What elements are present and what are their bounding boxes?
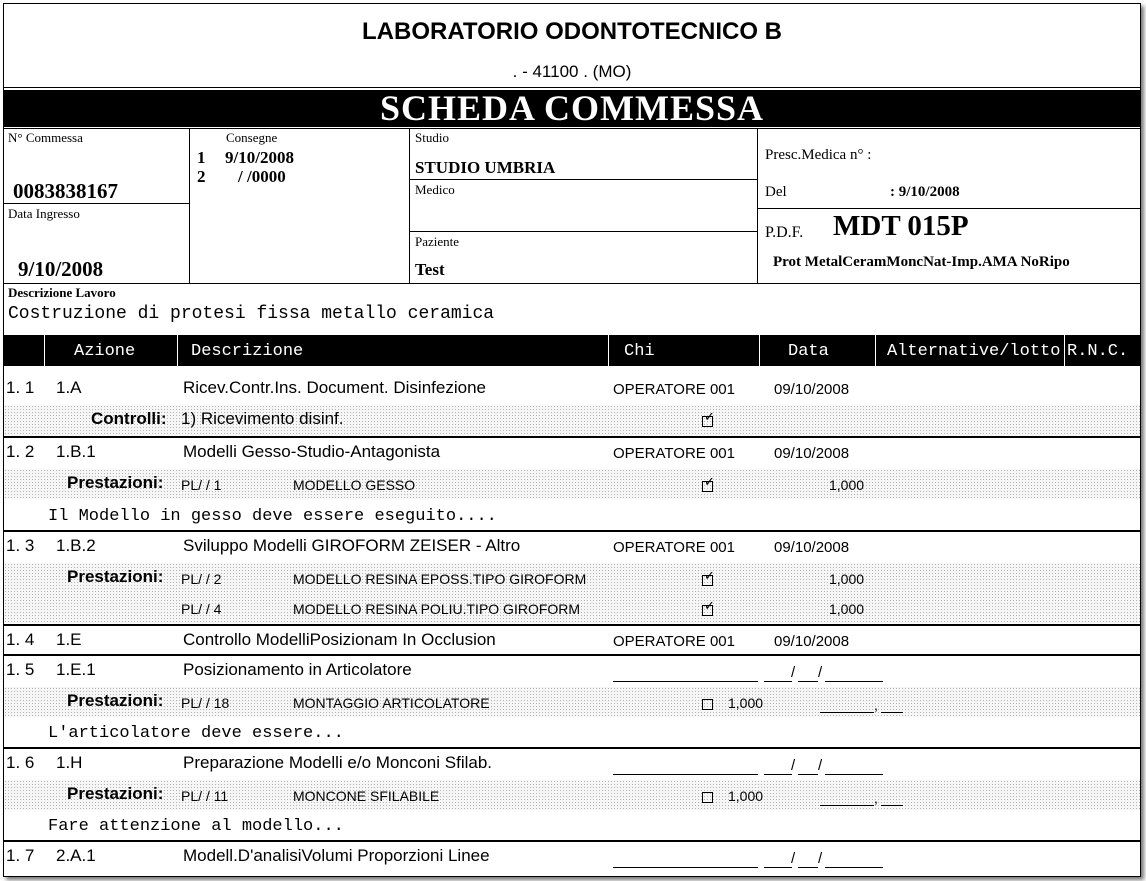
row-2-prest-label: Prestazioni: (67, 473, 164, 492)
lot-blank-decimals (881, 805, 903, 806)
row-2-prest-name: MODELLO GESSO (293, 477, 416, 493)
col-nc: R.N.C. (1067, 342, 1129, 361)
date-blank-month (798, 681, 818, 682)
row-5-num: 1. 5 (6, 660, 35, 679)
commessa-value: 0083838167 (13, 179, 118, 203)
col-descrizione: Descrizione (191, 342, 304, 361)
row-5-prest-code: PL/ / 18 (181, 695, 230, 711)
row-7-desc: Modell.D'analisiVolumi Proporzioni Linee (183, 846, 490, 865)
presc-label: Presc.Medica n° : (765, 147, 872, 163)
row-6-prest-qty: 1,000 (728, 788, 764, 804)
row-3-prest-2-qty: 1,000 (829, 601, 865, 617)
divider (189, 128, 190, 283)
chi-blank-line (613, 681, 758, 682)
commessa-label: N° Commessa (8, 130, 83, 145)
lab-address: . - 41100 . (MO) (512, 62, 632, 81)
row-2-chi: OPERATORE 001 (613, 445, 735, 462)
row-6-code: 1.H (56, 753, 83, 772)
row-7-num: 1. 7 (6, 846, 35, 865)
row-3-prest-1-code: PL/ / 2 (181, 571, 222, 587)
row-4-date: 09/10/2008 (774, 633, 850, 650)
row-4-chi: OPERATORE 001 (613, 633, 735, 650)
date-blank-month (798, 774, 818, 775)
row-5-desc: Posizionamento in Articolatore (183, 660, 412, 679)
row-3-chi: OPERATORE 001 (613, 539, 735, 556)
divider (44, 335, 45, 366)
chi-blank-line (613, 867, 758, 868)
row-1-ctrl-text: 1) Ricevimento disinf. (181, 409, 344, 428)
row-5-note: L'articolatore deve essere... (48, 724, 344, 743)
row-5-prest-qty: 1,000 (728, 695, 764, 711)
controlli-band (4, 405, 1140, 436)
paziente-value: Test (415, 260, 445, 279)
checkbox-checked-icon[interactable]: ✓ (704, 569, 715, 584)
chi-blank-line (613, 774, 758, 775)
row-5-code: 1.E.1 (56, 660, 96, 679)
date-separator: / (818, 850, 823, 867)
studio-label: Studio (415, 130, 449, 145)
checkbox-empty-icon[interactable] (702, 699, 713, 710)
row-separator (4, 840, 1140, 842)
row-2-date: 09/10/2008 (774, 445, 850, 462)
date-separator: / (818, 757, 823, 774)
checkbox-checked-icon[interactable]: ✓ (704, 410, 715, 425)
date-blank-year (825, 867, 883, 868)
studio-value: STUDIO UMBRIA (415, 158, 556, 177)
consegna-2-date: / /0000 (238, 167, 286, 186)
prestazioni-band (4, 469, 1140, 499)
divider (757, 208, 1140, 209)
divider (4, 283, 1140, 284)
row-3-prest-1-qty: 1,000 (829, 571, 865, 587)
row-2-note: Il Modello in gesso deve essere eseguito.... (48, 507, 497, 526)
checkbox-checked-icon[interactable]: ✓ (704, 599, 715, 614)
consegna-1-date: 9/10/2008 (225, 148, 294, 167)
description-label: Descrizione Lavoro (8, 285, 116, 300)
row-1-num: 1. 1 (6, 378, 35, 397)
date-blank-day (764, 681, 792, 682)
lot-blank-line (820, 805, 874, 806)
pdf-label: P.D.F. (765, 224, 804, 241)
divider (759, 335, 760, 366)
row-separator (4, 747, 1140, 749)
col-alternative: Alternative/lotto (887, 342, 1061, 361)
consegne-label: Consegne (226, 130, 278, 145)
date-blank-day (764, 774, 792, 775)
job-sheet (3, 3, 1141, 877)
divider (608, 335, 609, 366)
row-3-prest-2-name: MODELLO RESINA POLIU.TIPO GIROFORM (293, 601, 581, 617)
row-5-prest-name: MONTAGGIO ARTICOLATORE (293, 695, 490, 711)
row-separator (4, 654, 1140, 656)
divider (177, 335, 178, 366)
divider (4, 128, 1140, 129)
doc-title-bar: SCHEDA COMMESSA (4, 90, 1140, 127)
row-3-desc: Sviluppo Modelli GIROFORM ZEISER - Altro (183, 536, 521, 555)
col-data: Data (788, 342, 829, 361)
del-value: : 9/10/2008 (890, 184, 960, 200)
lot-comma: , (874, 697, 878, 713)
row-separator (4, 624, 1140, 626)
date-blank-day (764, 867, 792, 868)
row-2-code: 1.B.1 (56, 442, 96, 461)
date-separator: / (791, 757, 796, 774)
divider (1064, 335, 1065, 366)
row-6-prest-name: MONCONE SFILABILE (293, 788, 440, 804)
prestazioni-band (4, 780, 1140, 810)
row-1-desc: Ricev.Contr.Ins. Document. Disinfezione (183, 378, 486, 397)
row-2-num: 1. 2 (6, 442, 35, 461)
row-4-desc: Controllo ModelliPosizionam In Occlusion (183, 630, 496, 649)
row-2-prest-code: PL/ / 1 (181, 477, 222, 493)
date-separator: / (791, 850, 796, 867)
row-3-code: 1.B.2 (56, 536, 96, 555)
lot-blank-decimals (881, 712, 903, 713)
row-separator (4, 530, 1140, 532)
row-separator (4, 436, 1140, 438)
divider (875, 335, 876, 366)
description-text: Costruzione di protesi fissa metallo ceramica (8, 304, 495, 324)
divider (409, 231, 757, 232)
consegna-2-num: 2 (197, 167, 206, 186)
row-4-num: 1. 4 (6, 630, 35, 649)
ingresso-label: Data Ingresso (8, 206, 80, 221)
row-3-num: 1. 3 (6, 536, 35, 555)
row-3-date: 09/10/2008 (774, 539, 850, 556)
row-6-num: 1. 6 (6, 753, 35, 772)
ingresso-value: 9/10/2008 (18, 257, 104, 281)
divider (409, 179, 757, 180)
del-label: Del (765, 184, 787, 200)
col-azione: Azione (74, 342, 136, 361)
medico-label: Medico (415, 182, 455, 197)
consegna-1-num: 1 (197, 148, 206, 167)
row-3-prest-1-name: MODELLO RESINA EPOSS.TIPO GIROFORM (293, 571, 587, 587)
row-1-date: 09/10/2008 (774, 381, 850, 398)
date-blank-year (825, 774, 883, 775)
row-6-prest-code: PL/ / 11 (181, 788, 229, 804)
checkbox-empty-icon[interactable] (702, 792, 713, 803)
paziente-label: Paziente (415, 234, 460, 249)
row-1-ctrl-label: Controlli: (91, 409, 167, 428)
row-3-prest-2-code: PL/ / 4 (181, 601, 222, 617)
row-1-code: 1.A (56, 378, 82, 397)
row-6-desc: Preparazione Modelli e/o Monconi Sfilab. (183, 753, 493, 772)
row-7-code: 2.A.1 (56, 846, 96, 865)
row-3-prest-label: Prestazioni: (67, 567, 164, 586)
divider (757, 128, 758, 283)
lot-comma: , (874, 790, 878, 806)
row-6-prest-label: Prestazioni: (67, 784, 164, 803)
row-5-prest-label: Prestazioni: (67, 691, 164, 710)
checkbox-checked-icon[interactable]: ✓ (704, 475, 715, 490)
date-blank-year (825, 681, 883, 682)
date-blank-month (798, 867, 818, 868)
date-separator: / (791, 664, 796, 681)
lot-blank-line (820, 712, 874, 713)
prestazioni-band (4, 687, 1140, 717)
row-6-note: Fare attenzione al modello... (48, 817, 344, 836)
row-1-chi: OPERATORE 001 (613, 381, 735, 398)
divider (409, 128, 410, 283)
pdf-value: MDT 015P (833, 210, 969, 242)
row-4-code: 1.E (56, 630, 82, 649)
date-separator: / (818, 664, 823, 681)
lab-name: LABORATORIO ODONTOTECNICO B (362, 18, 782, 45)
row-2-desc: Modelli Gesso-Studio-Antagonista (183, 442, 441, 461)
prot-value: Prot MetalCeramMoncNat-Imp.AMA NoRipo (773, 254, 1070, 270)
col-chi: Chi (624, 342, 655, 361)
row-2-prest-qty: 1,000 (829, 477, 865, 493)
